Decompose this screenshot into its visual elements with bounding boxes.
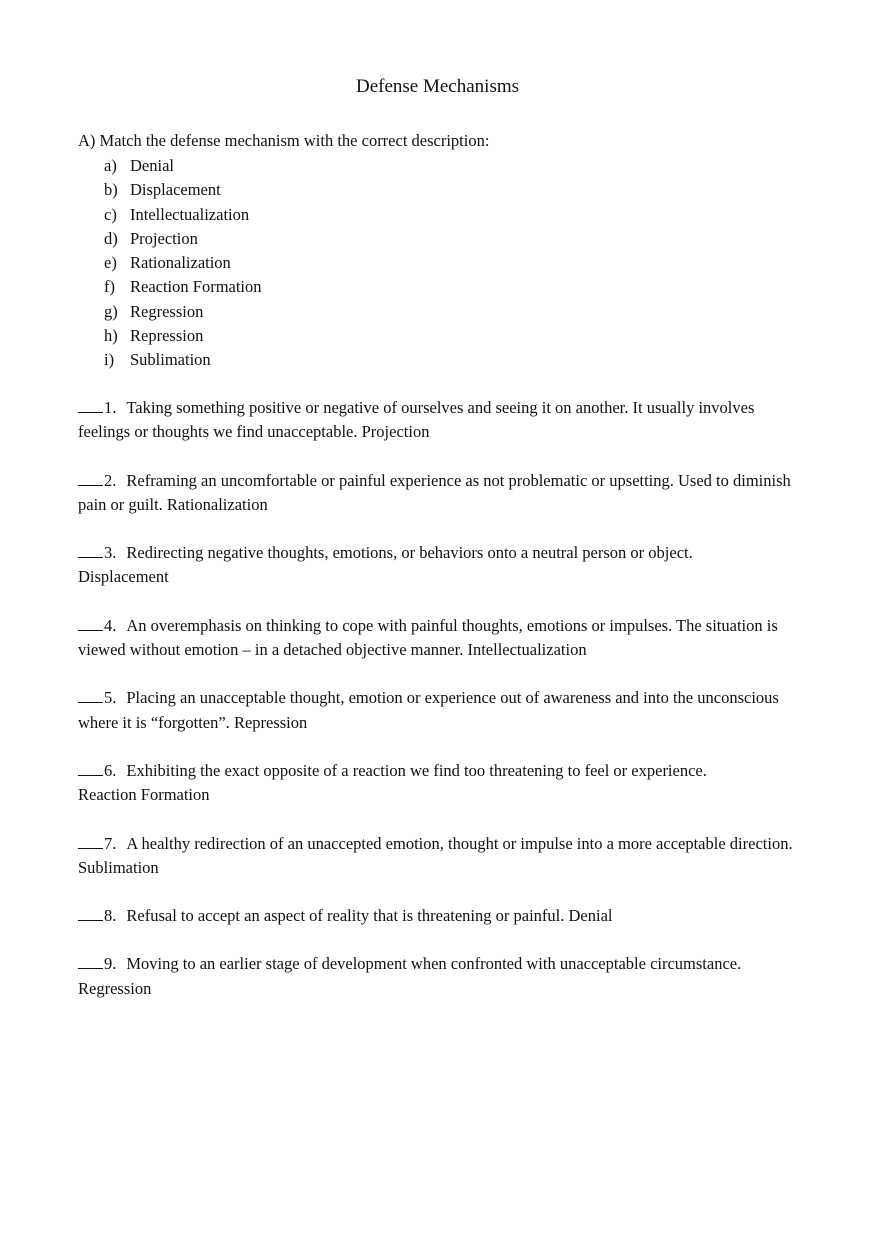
item-number: 3. xyxy=(104,543,117,563)
option-letter: i) xyxy=(104,350,115,370)
item-description: Reframing an uncomfortable or painful experience as not problematic or upsetting. Used to diminish pain or guilt. xyxy=(78,470,791,514)
option-item xyxy=(104,251,262,275)
matching-item xyxy=(78,952,808,1001)
option-item xyxy=(104,227,262,251)
option-item xyxy=(104,348,262,372)
item-number: 6. xyxy=(104,760,117,780)
item-answer: Intellectualization xyxy=(467,640,587,660)
section-heading: A) Match the defense mechanism with the correct description: xyxy=(78,131,490,150)
option-letter: h) xyxy=(104,326,118,346)
matching-items-list xyxy=(78,396,808,1025)
option-label: Repression xyxy=(130,326,204,346)
option-item xyxy=(104,300,262,324)
option-item xyxy=(104,154,262,178)
option-label: Projection xyxy=(130,228,198,248)
item-answer: Regression xyxy=(78,978,152,998)
answer-blank xyxy=(78,908,103,921)
item-number: 8. xyxy=(104,906,117,926)
item-description: Redirecting negative thoughts, emotions, or behaviors onto a neutral person or object. xyxy=(126,543,693,563)
option-label: Displacement xyxy=(130,180,221,200)
option-item xyxy=(104,178,262,202)
matching-item xyxy=(78,832,808,881)
option-label: Regression xyxy=(130,301,204,321)
option-label: Denial xyxy=(130,156,174,175)
answer-blank xyxy=(78,545,103,558)
item-number: 4. xyxy=(104,615,117,635)
page-title: Defense Mechanisms xyxy=(355,76,520,97)
option-label: Rationalization xyxy=(130,253,231,273)
option-item xyxy=(104,203,262,227)
item-answer: Rationalization xyxy=(166,494,268,514)
matching-item xyxy=(78,541,808,590)
item-answer: Reaction Formation xyxy=(78,785,210,805)
item-answer: Sublimation xyxy=(78,857,159,877)
item-description: An overemphasis on thinking to cope with painful thoughts, emotions or impulses. The situation is viewed without emotion – in a detached objective manner. xyxy=(78,615,778,660)
item-description: Exhibiting the exact opposite of a reaction we find too threatening to feel or experience. xyxy=(126,760,707,780)
option-letter: b) xyxy=(104,180,118,200)
item-answer: Displacement xyxy=(78,567,169,587)
item-description: Refusal to accept an aspect of reality that is threatening or painful. xyxy=(126,906,565,926)
mechanism-options-list xyxy=(104,154,262,373)
option-letter: c) xyxy=(104,204,117,224)
option-letter: f) xyxy=(104,277,115,297)
item-description: Taking something positive or negative of ourselves and seeing it on another. It usually involves feelings or thoughts we find unacceptable. xyxy=(78,398,755,442)
option-label: Reaction Formation xyxy=(130,277,262,297)
option-item xyxy=(104,275,262,299)
answer-blank xyxy=(78,400,103,413)
item-description: A healthy redirection of an unaccepted emotion, thought or impulse into a more acceptable direction. xyxy=(126,833,793,853)
option-letter: g) xyxy=(104,301,118,321)
matching-item xyxy=(78,614,808,663)
option-letter: e) xyxy=(104,253,117,273)
option-letter: d) xyxy=(104,228,118,248)
matching-item xyxy=(78,686,808,735)
matching-item xyxy=(78,469,808,518)
item-number: 2. xyxy=(104,470,117,490)
item-number: 5. xyxy=(104,688,117,708)
matching-item xyxy=(78,759,808,808)
item-answer: Repression xyxy=(233,712,308,732)
item-description: Placing an unacceptable thought, emotion or experience out of awareness and into the unconscious where it is “forgotten”. xyxy=(78,688,779,732)
answer-blank xyxy=(78,618,103,631)
answer-blank xyxy=(78,690,103,703)
item-number: 7. xyxy=(104,833,117,853)
answer-blank xyxy=(78,473,103,486)
option-label: Intellectualization xyxy=(130,204,250,224)
item-number: 9. xyxy=(104,954,117,974)
matching-item xyxy=(78,904,808,928)
answer-blank xyxy=(78,836,103,849)
option-letter: a) xyxy=(104,156,117,175)
item-description: Moving to an earlier stage of development when confronted with unacceptable circumstance. xyxy=(126,954,742,974)
answer-blank xyxy=(78,956,103,969)
answer-blank xyxy=(78,763,103,776)
item-number: 1. xyxy=(104,398,117,417)
matching-item xyxy=(78,396,808,445)
option-item xyxy=(104,324,262,348)
item-answer: Projection xyxy=(361,422,430,442)
option-label: Sublimation xyxy=(130,350,211,370)
item-answer: Denial xyxy=(568,906,613,926)
